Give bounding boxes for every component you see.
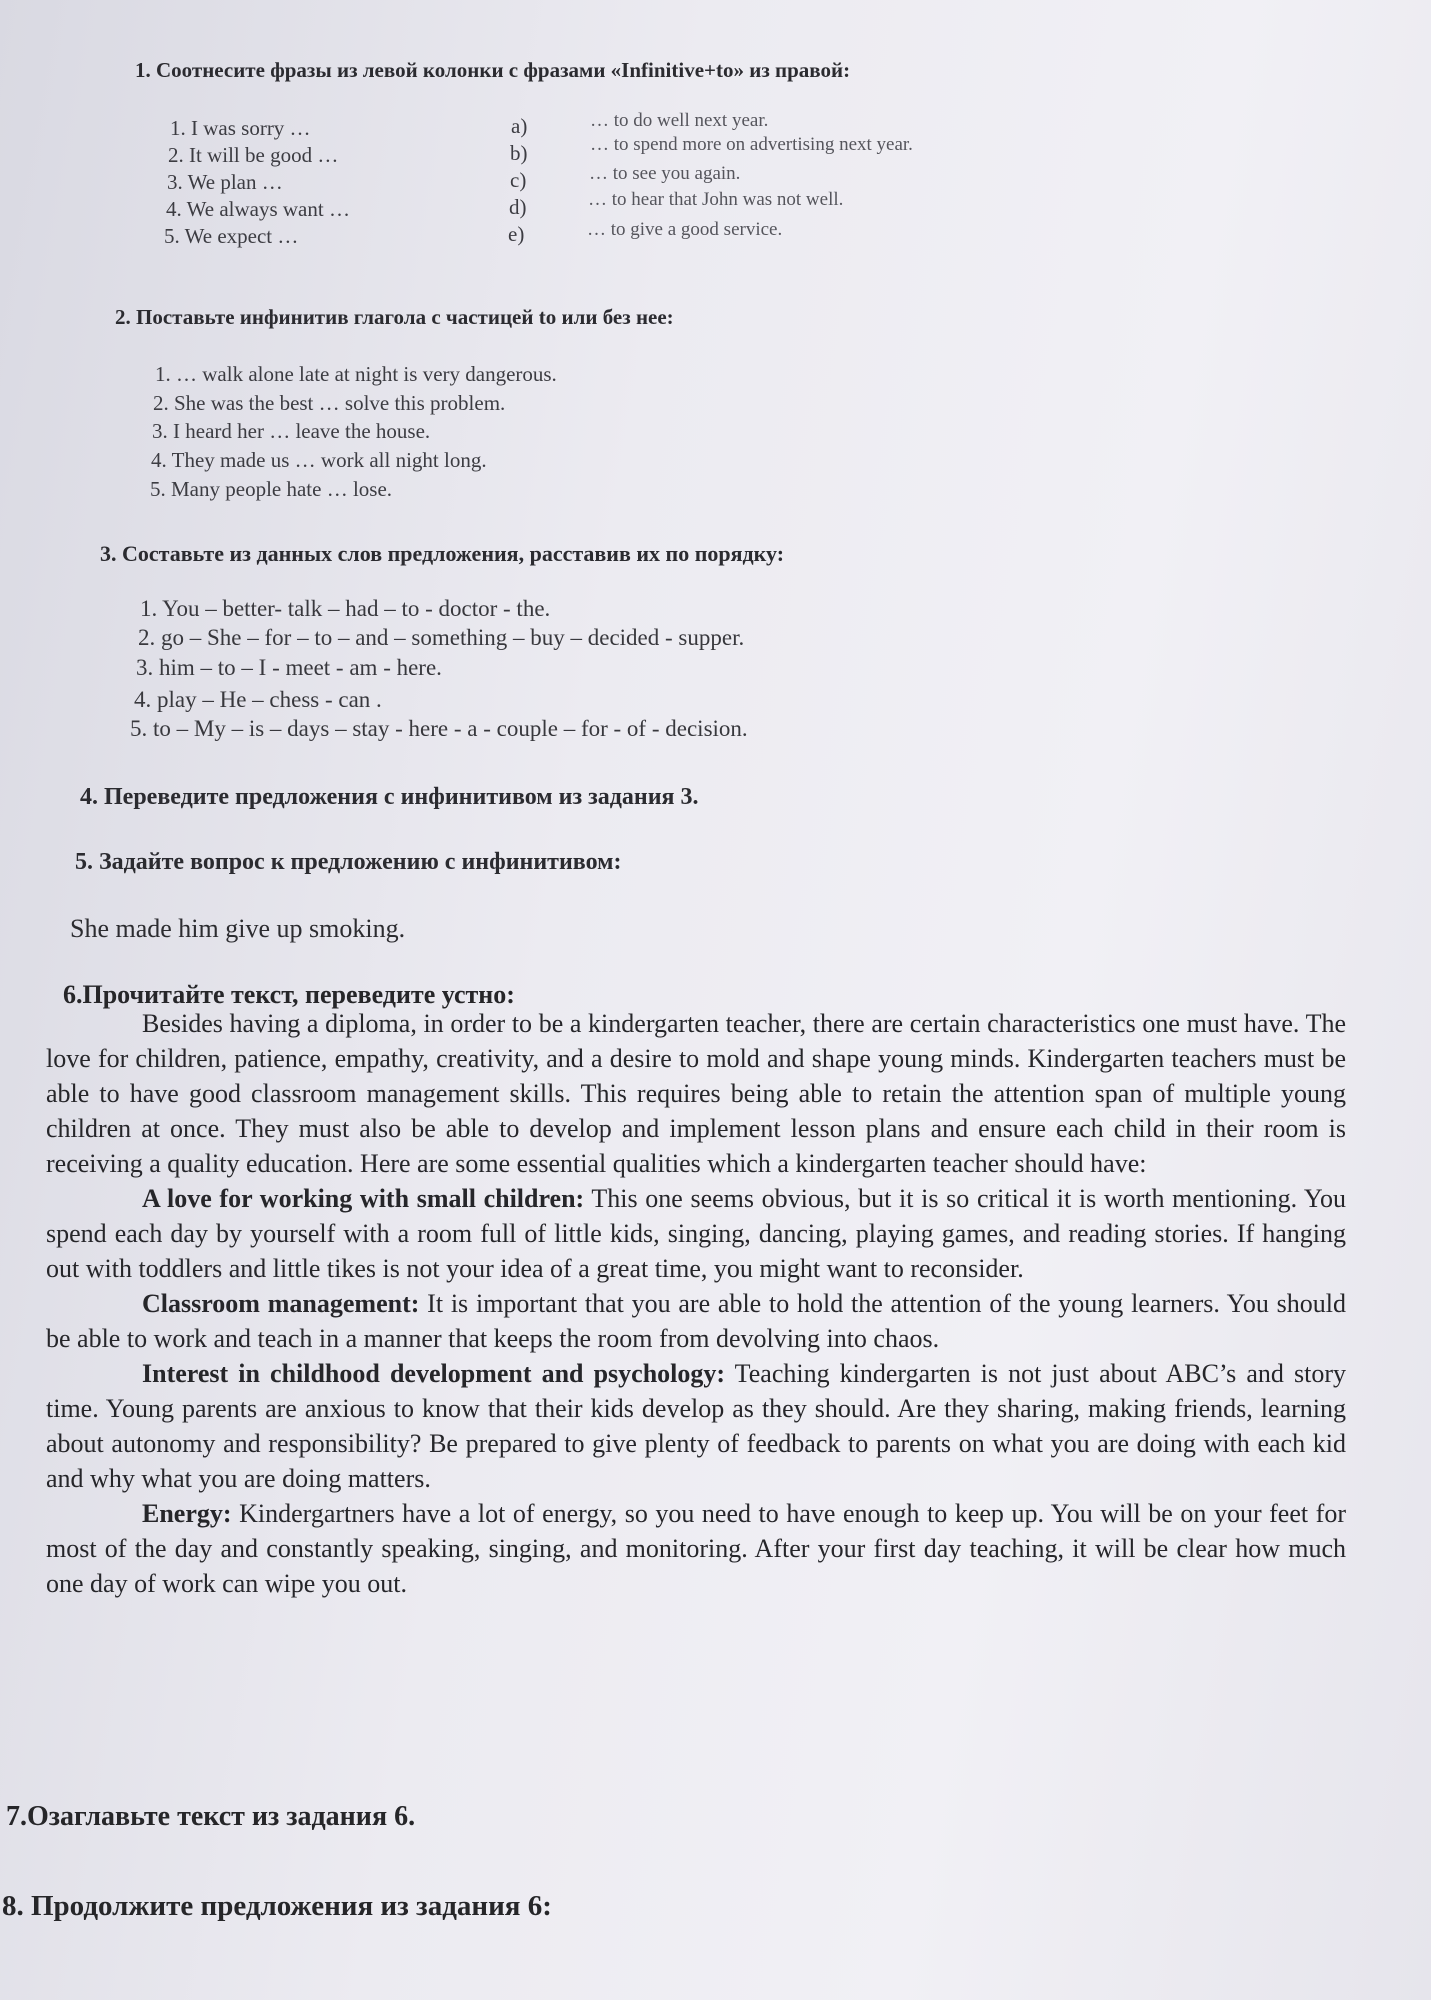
task2-item-2: 2. She was the best … solve this problem. [153,391,506,415]
task1-left-2: 2. It will be good … [168,143,339,167]
task1-right-b: … to spend more on advertising next year. [590,134,913,155]
task6-text [46,1006,1346,1601]
task2-heading: 2. Поставьте инфинитив глагола с частицей to или без нее: [115,305,674,329]
task6-quality-1 [46,1181,1346,1286]
task1-left-4: 4. We always want … [166,197,350,221]
task1-right-c: … to see you again. [589,163,741,184]
task1-left-3: 3. We plan … [167,170,283,194]
task1-letter-c: c) [510,168,527,192]
task3-item-3: 3. him – to – I - meet - am - here. [136,655,442,680]
task3-item-2: 2. go – She – for – to – and – something – buy – decided - supper. [138,625,745,650]
task1-right-e: … to give a good service. [587,219,783,240]
task6-quality-2 [46,1286,1346,1356]
quality-1-title: A love for working with small children: [142,1184,585,1213]
task3-heading: 3. Составьте из данных слов предложения, расставив их по порядку: [100,541,785,566]
quality-4-text: Kindergartners have a lot of energy, so you need to have enough to keep up. You will be on your feet for most of the day and constantly speaking, singing, and monitoring. After your first day teaching, it will be clear how much one day of work can wipe you out. [46,1499,1346,1598]
task1-letter-a: a) [511,114,528,138]
quality-4-title: Energy: [142,1499,232,1528]
task3-item-1: 1. You – better- talk – had – to - doctor - the. [140,596,551,621]
task1-left-1: 1. I was sorry … [170,116,311,140]
task6-intro-paragraph [46,1006,1346,1181]
task7-heading: 7.Озаглавьте текст из задания 6. [6,1801,416,1832]
task1-letter-d: d) [509,195,527,219]
task3-item-4: 4. play – He – chess - can . [134,687,382,712]
quality-3-title: Interest in childhood development and psychology: [142,1359,726,1388]
task1-letter-e: e) [508,222,525,246]
quality-1-text: This one seems obvious, but it is so critical it is worth mentioning. You spend each day by yourself with a room full of little kids, singing, dancing, playing games, and reading stories. If hanging out with toddlers and little tikes is not your idea of a great time, you might want to reconsider. [46,1184,1346,1283]
task1-right-a: … to do well next year. [590,110,769,131]
task3-item-5: 5. to – My – is – days – stay - here - a - couple – for - of - decision. [130,716,748,741]
task1-right-d: … to hear that John was not well. [588,189,844,210]
task6-heading: 6.Прочитайте текст, переведите устно: [63,980,515,1009]
task5-sentence: She made him give up smoking. [70,914,406,943]
task2-item-1: 1. … walk alone late at night is very dangerous. [155,362,557,386]
task6-intro: Besides having a diploma, in order to be a kindergarten teacher, there are certain characteristics one must have. The love for children, patience, empathy, creativity, and a desire to mold and shape young minds. Kindergarten teachers must be able to have good classroom management skills. This requires being able to retain the attention span of multiple young children at once. They must also be able to develop and implement lesson plans and ensure each child in their room is receiving a quality education. Here are some essential qualities which a kindergarten teacher should have: [46,1009,1346,1178]
task1-heading: 1. Соотнесите фразы из левой колонки с фразами «Infinitive+to» из правой: [135,58,851,82]
task4-heading: 4. Переведите предложения с инфинитивом из задания 3. [80,784,699,810]
task1-left-5: 5. We expect … [164,224,299,248]
task2-item-5: 5. Many people hate … lose. [150,477,393,501]
task2-item-3: 3. I heard her … leave the house. [152,419,431,443]
task6-quality-3 [46,1356,1346,1496]
task1-letter-b: b) [510,141,528,165]
task6-quality-4 [46,1496,1346,1601]
task8-heading: 8. Продолжите предложения из задания 6: [2,1890,552,1922]
quality-2-text: It is important that you are able to hold the attention of the young learners. You should be able to work and teach in a manner that keeps the room from devolving into chaos. [46,1289,1346,1353]
task2-item-4: 4. They made us … work all night long. [151,448,487,472]
quality-3-text: Teaching kindergarten is not just about ABC’s and story time. Young parents are anxious to know that their kids develop as they should. Are they sharing, making friends, learning about autonomy and responsibility? Be prepared to give plenty of feedback to parents on what you are doing with each kid and why what you are doing matters. [46,1359,1347,1493]
quality-2-title: Classroom management: [142,1289,420,1318]
task5-heading: 5. Задайте вопрос к предложению с инфинитивом: [75,849,622,875]
